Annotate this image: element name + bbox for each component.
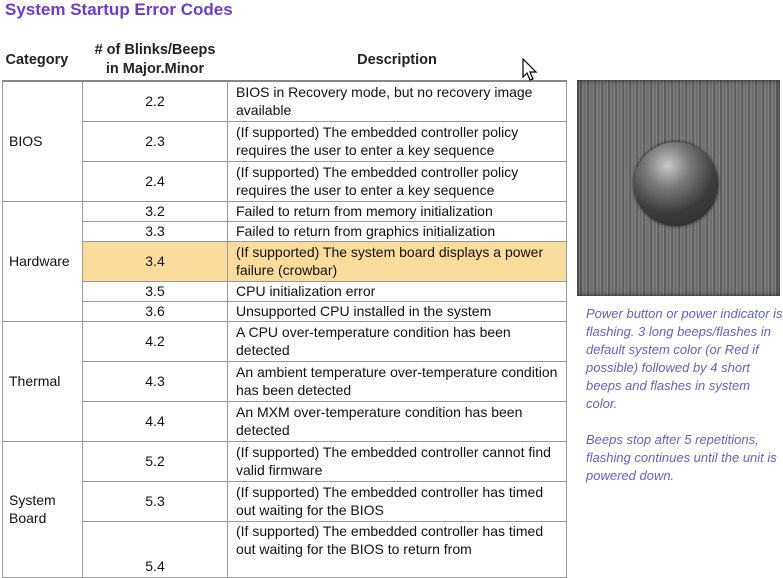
code-cell: 5.4 xyxy=(83,521,228,577)
table-row xyxy=(3,161,567,201)
description-cell: An MXM over-temperature condition has been detected xyxy=(228,401,567,441)
description-cell: A CPU over-temperature condition has been detected xyxy=(228,321,567,361)
code-cell: 5.2 xyxy=(83,441,228,481)
code-cell: 3.2 xyxy=(83,201,228,221)
description-cell: Failed to return from memory initialization xyxy=(228,201,567,221)
description-cell: (If supported) The embedded controller cannot find valid firmware xyxy=(228,441,567,481)
caption-paragraph-1: Power button or power indicator is flashing. 3 long beeps/flashes in default system color (or Red if possible) followed by 4 short beeps and flashes in system color. xyxy=(586,306,783,411)
table-row xyxy=(3,321,567,361)
description-cell: Failed to return from graphics initialization xyxy=(228,221,567,241)
description-cell: An ambient temperature over-temperature condition has been detected xyxy=(228,361,567,401)
code-cell: 3.5 xyxy=(83,281,228,301)
description-cell: (If supported) The embedded controller policy requires the user to enter a key sequence xyxy=(228,121,567,161)
error-codes-table xyxy=(2,40,567,578)
category-label: Board xyxy=(9,510,47,526)
description-cell: (If supported) The system board displays a power failure (crowbar) xyxy=(228,241,567,281)
code-cell: 5.3 xyxy=(83,481,228,521)
power-button-knob xyxy=(634,142,718,226)
table-row xyxy=(3,221,567,241)
table-row xyxy=(3,241,567,281)
code-cell: 4.4 xyxy=(83,401,228,441)
category-label: System xyxy=(9,492,56,508)
table-row xyxy=(3,401,567,441)
header-category: Category xyxy=(5,51,69,68)
category-hardware xyxy=(3,201,83,321)
category-label: BIOS xyxy=(9,133,43,150)
code-cell: 2.3 xyxy=(83,121,228,161)
caption xyxy=(586,305,783,503)
table-row xyxy=(3,481,567,521)
code-cell: 3.6 xyxy=(83,301,228,321)
table-header xyxy=(3,40,567,81)
category-bios xyxy=(3,81,83,201)
table-row xyxy=(3,301,567,321)
mouse-cursor-icon xyxy=(522,58,538,82)
header-blinks-line2: in Major.Minor xyxy=(105,61,205,77)
code-cell: 2.2 xyxy=(83,81,228,121)
caption-paragraph-2: Beeps stop after 5 repetitions, flashing continues until the unit is powered down. xyxy=(586,432,777,483)
table-row xyxy=(3,281,567,301)
description-cell: (If supported) The embedded controller policy requires the user to enter a key sequence xyxy=(228,161,567,201)
header-blinks xyxy=(83,40,228,81)
code-cell: 4.3 xyxy=(83,361,228,401)
category-label: Hardware xyxy=(9,253,70,269)
description-cell: (If supported) The embedded controller has timed out waiting for the BIOS to return from xyxy=(228,521,567,577)
category-label: Thermal xyxy=(9,373,61,389)
header-blinks-line1: # of Blinks/Beeps xyxy=(94,42,216,58)
description-cell: (If supported) The embedded controller has timed out waiting for the BIOS xyxy=(228,481,567,521)
table-row xyxy=(3,441,567,481)
category-system-board xyxy=(3,441,83,577)
code-cell: 4.2 xyxy=(83,321,228,361)
category-thermal xyxy=(3,321,83,441)
table-row xyxy=(3,521,567,577)
table-row xyxy=(3,361,567,401)
table-row xyxy=(3,121,567,161)
code-cell: 3.4 xyxy=(83,241,228,281)
description-cell: CPU initialization error xyxy=(228,281,567,301)
page-title: System Startup Error Codes xyxy=(5,0,233,19)
header-description: Description xyxy=(357,51,437,68)
table-row xyxy=(3,81,567,121)
code-cell: 2.4 xyxy=(83,161,228,201)
description-cell: BIOS in Recovery mode, but no recovery image available xyxy=(228,81,567,121)
table-row xyxy=(3,201,567,221)
description-cell: Unsupported CPU installed in the system xyxy=(228,301,567,321)
code-cell: 3.3 xyxy=(83,221,228,241)
power-button-image xyxy=(577,80,780,296)
